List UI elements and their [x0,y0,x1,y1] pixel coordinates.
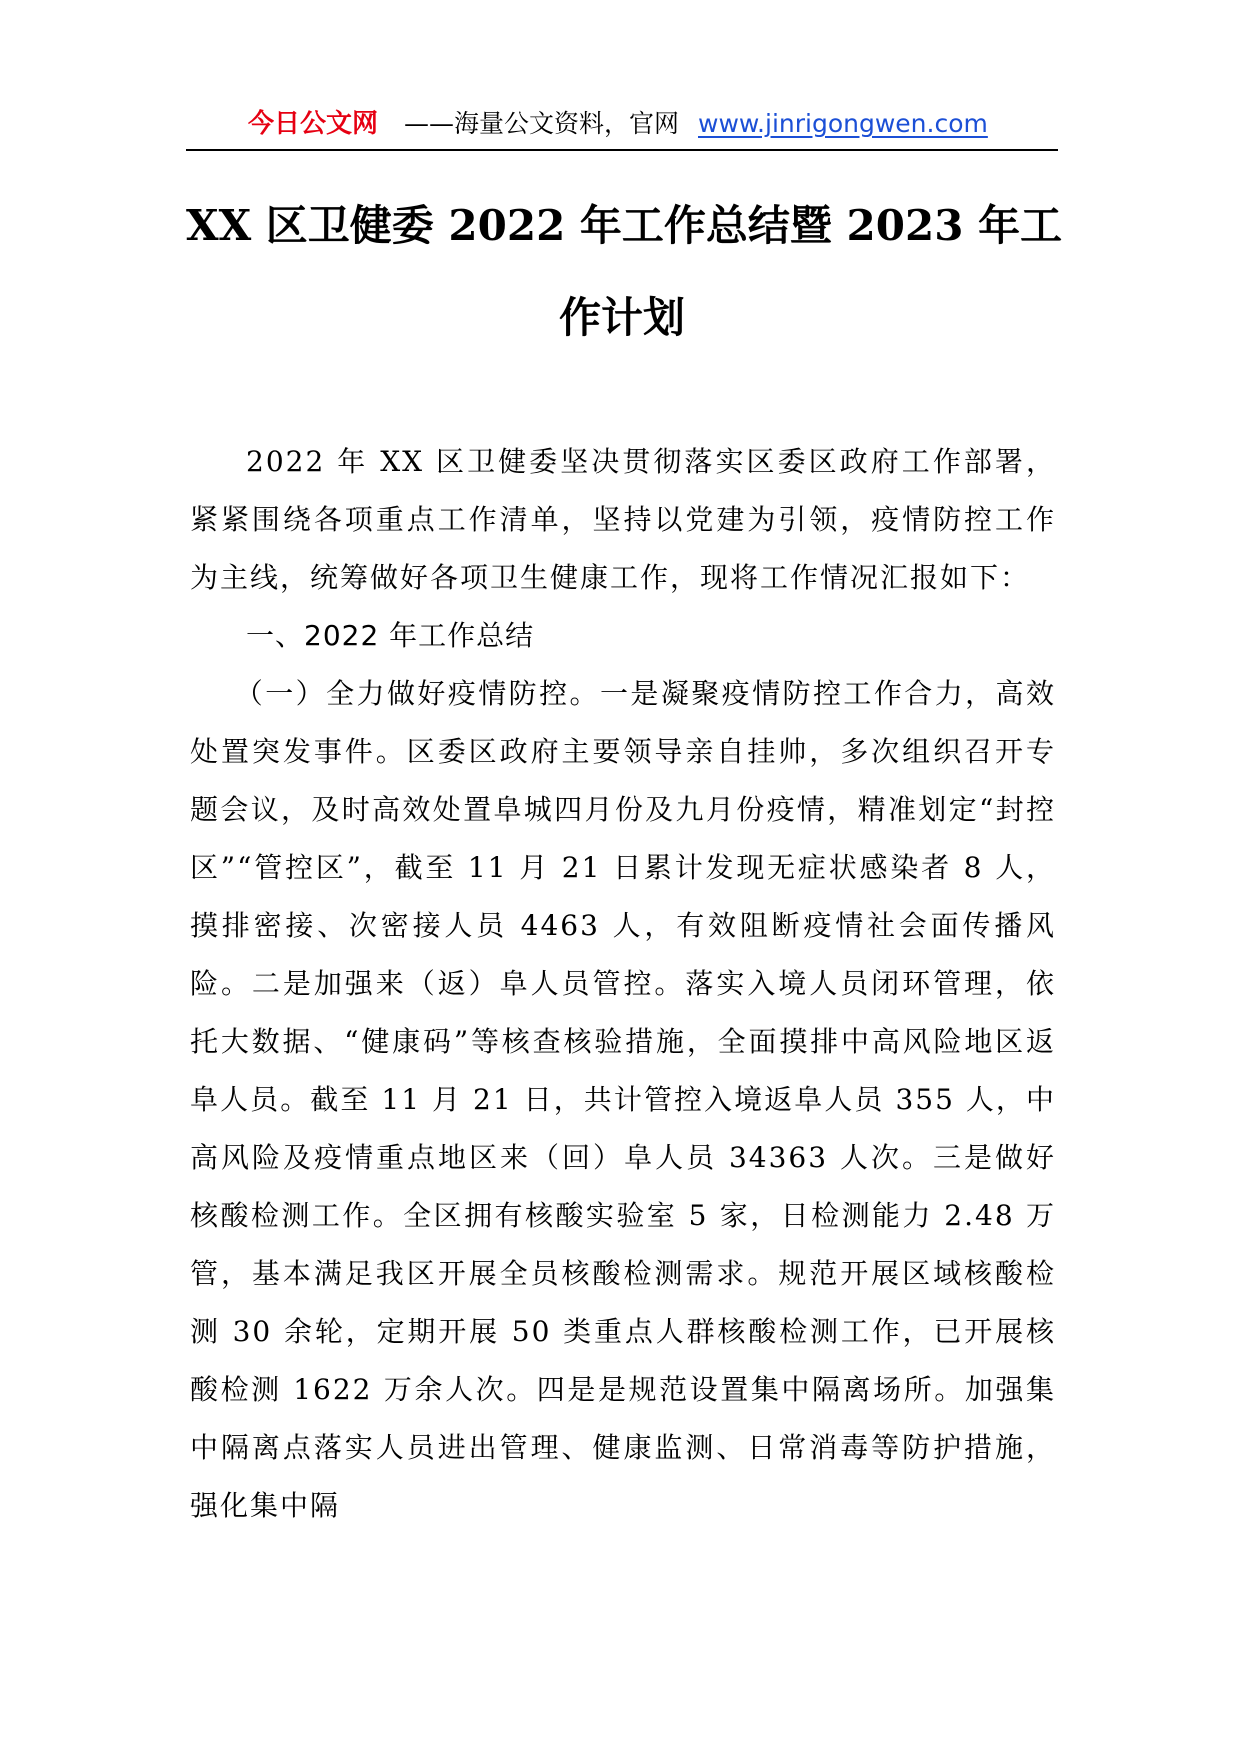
document-body [190,433,1056,1535]
header-tagline: ——海量公文资料，官网 [404,109,680,138]
title-line-2: 作计划 [558,293,685,342]
website-link[interactable]: www.jinrigongwen.com [698,109,988,138]
brand-name: 今日公文网 [248,109,379,139]
title-line-1: XX 区卫健委 2022 年工作总结暨 2023 年工 [186,201,1063,250]
document-title [186,180,1063,364]
subsection-paragraph-1: （一）全力做好疫情防控。一是凝聚疫情防控工作合力，高效处置突发事件。区委区政府主要领导亲自挂帅，多次组织召开专题会议，及时高效处置阜城四月份及九月份疫情，精准划定“封控区”“管控区”，截至 11 月 21 日累计发现无症状感染者 8 人，摸排密接、次密接人员 4463 人，有效阻断疫情社会面传播风险。二是加强来（返）阜人员管控。落实入境人员闭环管理，依托大数据、“健康码”等核查核验措施，全面摸排中高风险地区返阜人员。截至 11 月 21 日，共计管控入境返阜人员 355 人，中高风险及疫情重点地区来（回）阜人员 34363 人次。三是做好核酸检测工作。全区拥有核酸实验室 5 家，日检测能力 2.48 万管，基本满足我区开展全员核酸检测需求。规范开展区域核酸检测 30 余轮，定期开展 50 类重点人群核酸检测工作，已开展核酸检测 1622 万余人次。四是是规范设置集中隔离场所。加强集中隔离点落实人员进出管理、健康监测、日常消毒等防护措施，强化集中隔 [190,677,1056,1522]
intro-paragraph: 2022 年 XX 区卫健委坚决贯彻落实区委区政府工作部署，紧紧围绕各项重点工作清单，坚持以党建为引领，疫情防控工作为主线，统筹做好各项卫生健康工作，现将工作情况汇报如下： [190,445,1056,594]
section-heading-1: 一、2022 年工作总结 [246,619,535,652]
header-divider [186,149,1058,151]
page-header [186,104,1058,144]
